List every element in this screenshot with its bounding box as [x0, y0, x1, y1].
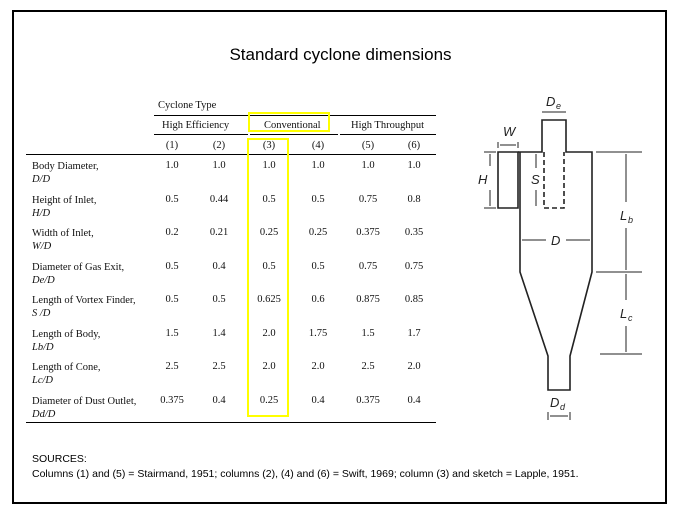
row-label-text: Length of Vortex Finder, [32, 295, 136, 306]
table-cell: 0.5 [165, 193, 179, 205]
label-w: W [503, 124, 516, 139]
inlet-box [498, 152, 518, 208]
conventional-highlight-box [248, 112, 330, 132]
table-row-label [32, 328, 100, 354]
bottom-rule [26, 422, 436, 423]
row-label-symbol: De/D [32, 274, 55, 286]
table-cell: 1.0 [407, 160, 421, 171]
sources-heading: SOURCES: [32, 453, 87, 465]
row-label-symbol: W/D [32, 241, 52, 252]
table-cell: 1.7 [407, 327, 421, 339]
sources-text: Columns (1) and (5) = Stairmand, 1951; columns (2), (4) and (6) = Swift, 1969; column (3) and sketch = Lapple, 1951. [32, 468, 579, 480]
column-header: (6) [407, 140, 421, 151]
table-cell: 0.6 [311, 294, 325, 305]
row-label-symbol: S /D [32, 308, 51, 319]
table-cell: 2.0 [262, 361, 276, 372]
table-row-label [32, 261, 124, 287]
table-cell: 0.35 [404, 227, 424, 238]
table-cell: 0.5 [212, 294, 226, 305]
table-cell: 0.25 [259, 227, 279, 238]
label-lb-sub: b [628, 215, 634, 225]
table-cell: 2.5 [165, 361, 179, 372]
group-high-efficiency: High Efficiency [162, 120, 230, 131]
table-row-label [32, 194, 96, 220]
table-row-label [32, 227, 94, 253]
table-cell: 0.4 [407, 394, 421, 406]
table-cell: 0.75 [358, 193, 378, 205]
row-label-text: Body Diameter, [32, 161, 99, 172]
table-cell: 0.75 [404, 260, 424, 272]
row-label-text: Diameter of Gas Exit, [32, 261, 125, 273]
table-cell: 2.0 [407, 361, 421, 372]
group-rule-1 [154, 134, 248, 135]
table-cell: 1.5 [165, 327, 179, 339]
group-rule-2 [250, 134, 338, 135]
row-label-text: Height of Inlet, [32, 194, 97, 206]
table-cell: 1.0 [361, 160, 375, 171]
column-header: (4) [311, 140, 325, 151]
row-label-symbol: Dd/D [32, 408, 56, 420]
table-cell: 1.5 [361, 327, 375, 339]
group-conventional: Conventional [264, 120, 321, 131]
table-cell: 0.25 [259, 394, 279, 406]
group-rule-3 [340, 134, 436, 135]
table-cell: 0.625 [257, 294, 281, 305]
column-header: (5) [361, 140, 375, 151]
table-cell: 0.4 [311, 394, 325, 406]
label-lb: L [620, 208, 628, 223]
label-dd: D [550, 395, 560, 410]
column-header: (3) [262, 140, 276, 151]
table-row-label [32, 160, 99, 186]
table-cell: 0.25 [308, 227, 328, 238]
label-de-sub: e [556, 101, 562, 111]
row-label-text: Width of Inlet, [32, 228, 94, 239]
table-cell: 1.0 [311, 160, 325, 171]
label-de: D [546, 94, 556, 109]
table-cell: 1.75 [308, 327, 328, 339]
table-cell: 0.44 [209, 193, 229, 205]
column-header: (2) [212, 140, 226, 151]
table-cell: 2.5 [361, 361, 375, 372]
label-h: H [478, 172, 488, 187]
row-label-symbol: D/D [32, 174, 51, 185]
column-header: (1) [165, 140, 179, 151]
table-cell: 0.2 [165, 227, 179, 238]
row-label-symbol: H/D [32, 207, 51, 219]
label-d: D [551, 233, 561, 248]
table-cell: 2.0 [311, 361, 325, 372]
row-label-text: Length of Body, [32, 328, 101, 340]
vortex-finder [544, 152, 564, 208]
table-row-label [32, 361, 101, 387]
table-cell: 0.8 [407, 193, 421, 205]
row-label-text: Length of Cone, [32, 362, 101, 373]
table-cell: 1.0 [165, 160, 179, 171]
table-cell: 0.5 [262, 193, 276, 205]
table-cell: 0.5 [262, 260, 276, 272]
cyclone-sketch [470, 90, 650, 430]
label-dd-sub: d [560, 402, 566, 412]
row-label-symbol: Lc/D [32, 375, 53, 386]
header-rule [26, 154, 436, 155]
cyclone-outline [518, 120, 592, 390]
table-row-label [32, 294, 136, 320]
table-cell: 0.5 [311, 193, 325, 205]
table-cell: 1.0 [262, 160, 276, 171]
row-label-text: Diameter of Dust Outlet, [32, 395, 137, 407]
sources-note [32, 452, 579, 482]
table-cell: 0.4 [212, 394, 226, 406]
table-cell: 0.85 [404, 294, 424, 305]
table-cell: 0.5 [165, 260, 179, 272]
label-lc: L [620, 306, 628, 321]
table-cell: 1.0 [212, 160, 226, 171]
table-caption: Cyclone Type [158, 100, 217, 111]
column-3-highlight-box [247, 138, 289, 417]
table-cell: 1.4 [212, 327, 226, 339]
label-s: S [531, 172, 540, 187]
table-cell: 2.0 [262, 327, 276, 339]
table-cell: 0.4 [212, 260, 226, 272]
table-cell: 0.375 [356, 394, 380, 406]
table-cell: 0.375 [356, 227, 380, 238]
table-cell: 0.875 [356, 294, 380, 305]
table-cell: 0.5 [165, 294, 179, 305]
table-cell: 0.75 [358, 260, 378, 272]
page-title: Standard cyclone dimensions [229, 45, 452, 64]
table-cell: 0.5 [311, 260, 325, 272]
label-lc-sub: c [628, 313, 633, 323]
table-row-label [32, 395, 136, 421]
table-cell: 2.5 [212, 361, 226, 372]
table-cell: 0.375 [160, 394, 184, 406]
table-cell: 0.21 [209, 227, 229, 238]
group-high-throughput: High Throughput [351, 120, 425, 131]
row-label-symbol: Lb/D [32, 341, 54, 353]
